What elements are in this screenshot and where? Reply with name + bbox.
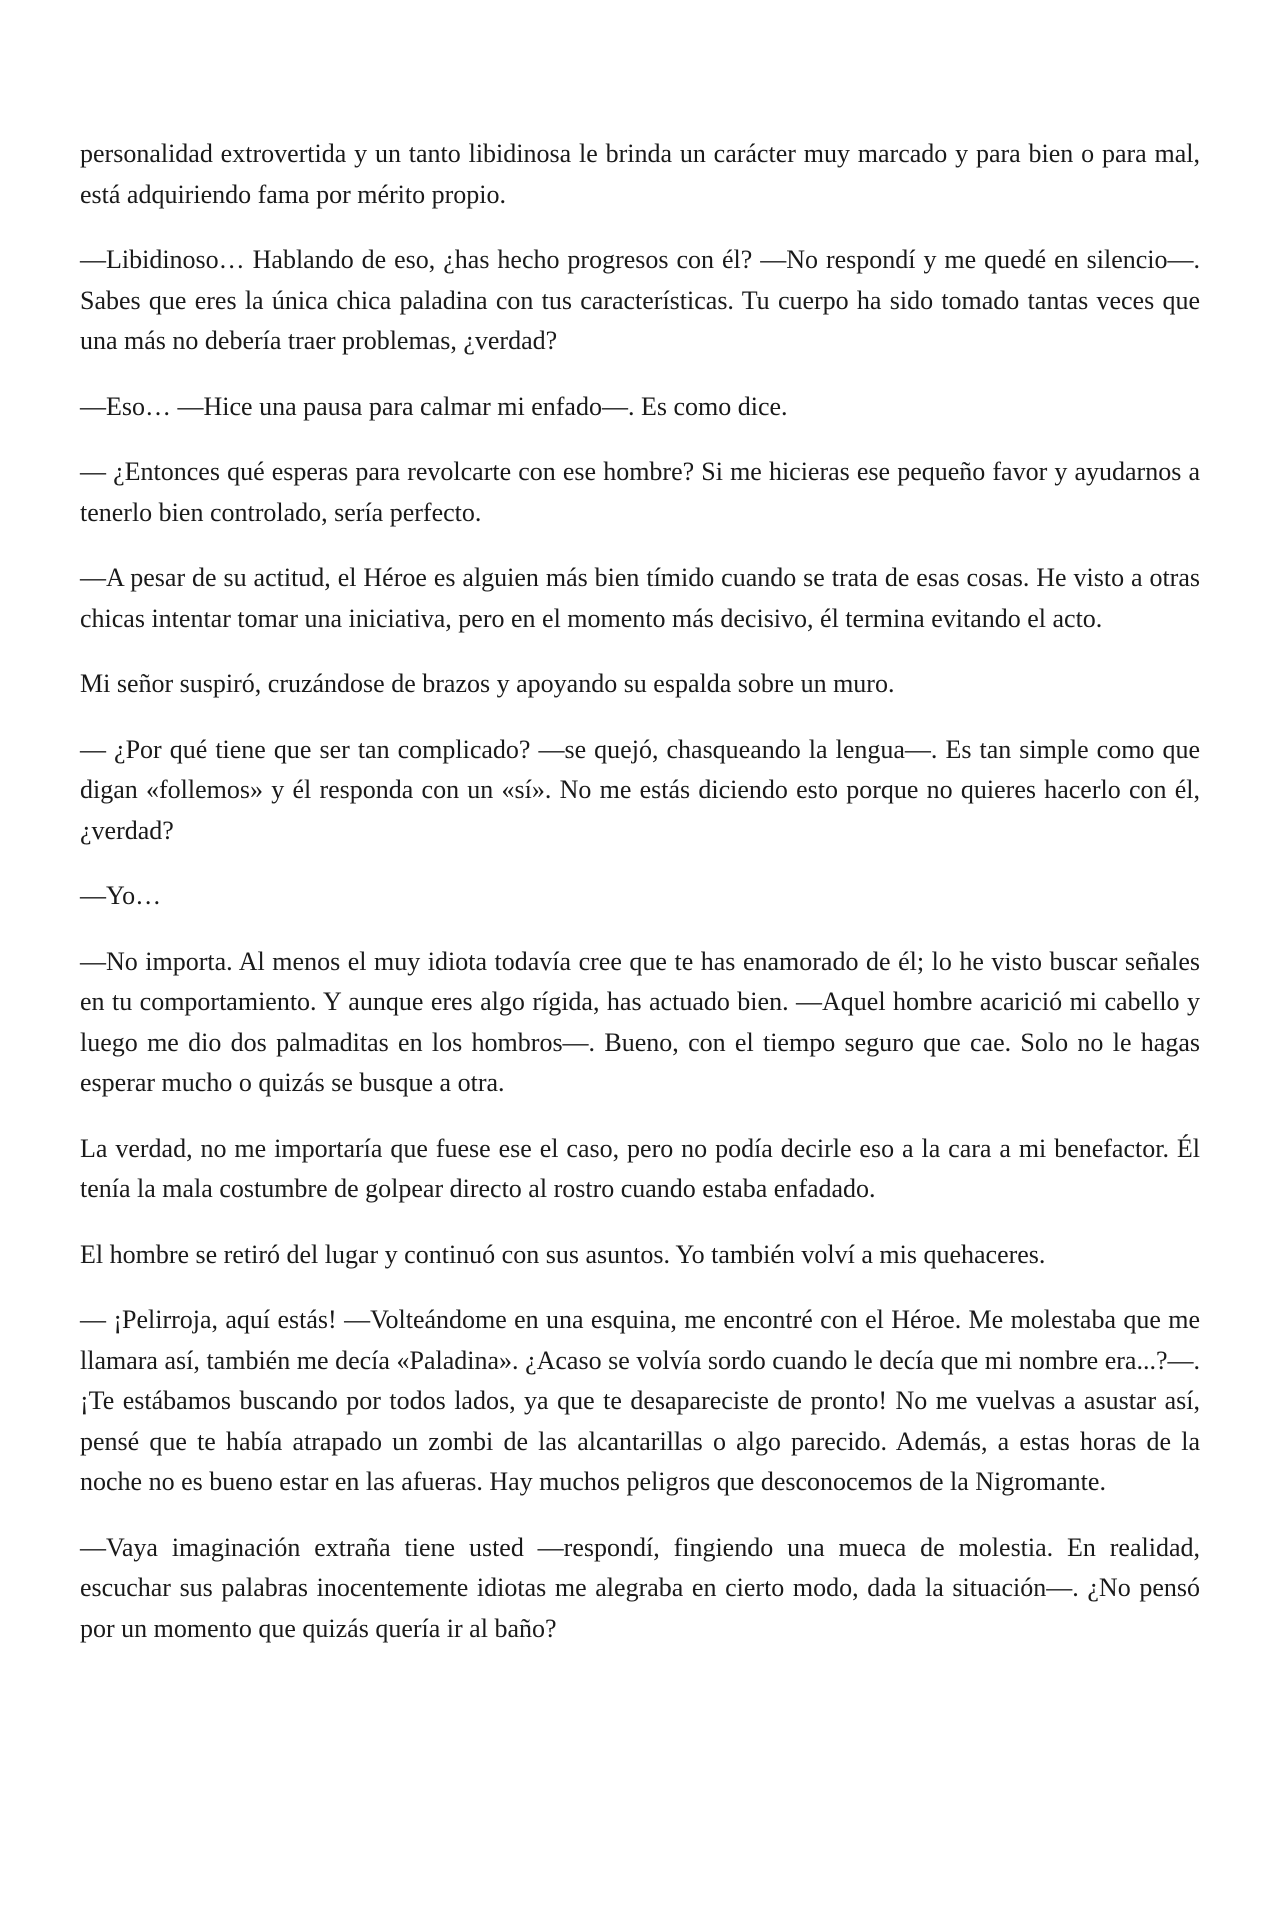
paragraph-4: — ¿Entonces qué esperas para revolcarte con ese hombre? Si me hicieras ese pequeño favor y ayudarnos a tenerlo bien controlado, sería perfecto. [80,457,1200,527]
paragraph-6: Mi señor suspiró, cruzándose de brazos y apoyando su espalda sobre un muro. [80,669,895,698]
paragraph-5: —A pesar de su actitud, el Héroe es alguien más bien tímido cuando se trata de esas cosas. He visto a otras chicas intentar tomar una iniciativa, pero en el momento más decisivo, él termina evitando el acto. [80,563,1200,633]
paragraph-1: personalidad extrovertida y un tanto libidinosa le brinda un carácter muy marcado y para bien o para mal, está adquiriendo fama por mérito propio. [80,139,1200,209]
paragraph-8: —Yo… [80,881,162,910]
paragraph-7: — ¿Por qué tiene que ser tan complicado? —se quejó, chasqueando la lengua—. Es tan simple como que digan «follemos» y él responda con un «sí». No me estás diciendo esto porque no quieres hacerlo con él, ¿verdad? [80,734,1200,845]
paragraph-11: El hombre se retiró del lugar y continuó con sus asuntos. Yo también volví a mis quehaceres. [80,1239,1046,1269]
paragraph-12: — ¡Pelirroja, aquí estás! —Volteándome en una esquina, me encontré con el Héroe. Me molestaba que me llamara así, también me decía «Paladina». ¿Acaso se volvía sordo cuando le decía que mi nombre era...?—. ¡Te estábamos buscando por todos lados, ya que te desapareciste de pronto! No me vuelvas a asustar así, pensé que te había atrapado un zombi de las alcantarillas o algo parecido. Además, a estas horas de la noche no es bueno estar en las afueras. Hay muchos peligros que desconocemos de la Nigromante. [80,1305,1200,1496]
document-page [80,134,1200,1674]
paragraph-10: La verdad, no me importaría que fuese ese el caso, pero no podía decirle eso a la cara a mi benefactor. Él tenía la mala costumbre de golpear directo al rostro cuando estaba enfadado. [80,1133,1200,1203]
paragraph-2: —Libidinoso… Hablando de eso, ¿has hecho progresos con él? —No respondí y me quedé en silencio—. Sabes que eres la única chica paladina con tus características. Tu cuerpo ha sido tomado tantas veces que una más no debería traer problemas, ¿verdad? [80,245,1200,355]
paragraph-3: —Eso… —Hice una pausa para calmar mi enfado—. Es como dice. [80,391,788,421]
paragraph-9: —No importa. Al menos el muy idiota todavía cree que te has enamorado de él; lo he visto buscar señales en tu comportamiento. Y aunque eres algo rígida, has actuado bien. —Aquel hombre acarició mi cabello y luego me dio dos palmaditas en los hombros—. Bueno, con el tiempo seguro que cae. Solo no le hagas esperar mucho o quizás se busque a otra. [80,946,1200,1097]
paragraph-13: —Vaya imaginación extraña tiene usted —respondí, fingiendo una mueca de molestia. En realidad, escuchar sus palabras inocentemente idiotas me alegraba en cierto modo, dada la situación—. ¿No pensó por un momento que quizás quería ir al baño? [80,1532,1200,1643]
